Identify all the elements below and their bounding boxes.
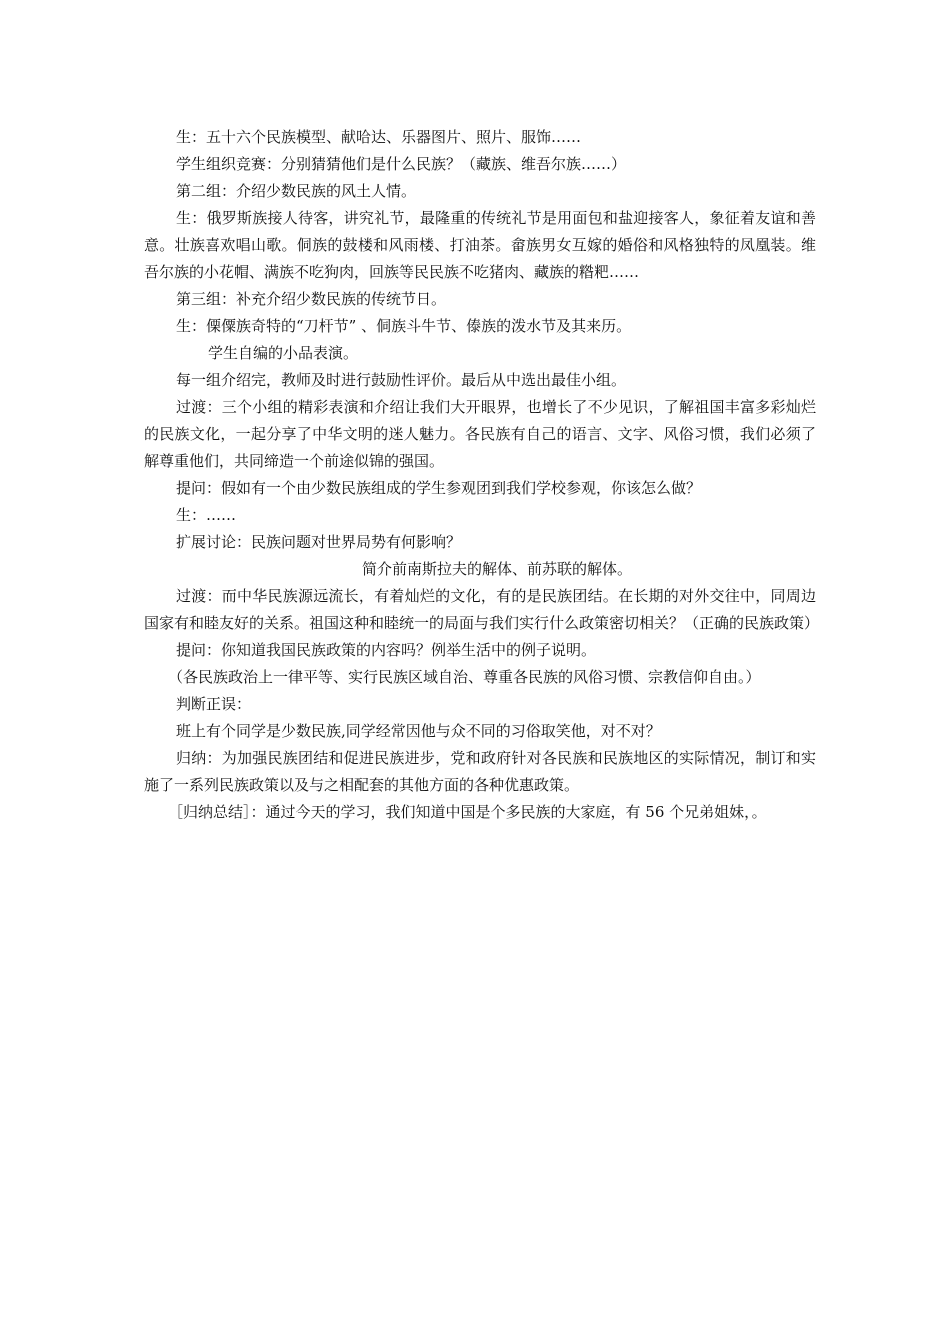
paragraph-extended-discussion: 扩展讨论：民族问题对世界局势有何影响？ — [176, 533, 462, 551]
paragraph-competition: 学生组织竞赛：分别猜猜他们是什么民族？（藏族、维吾尔族……） — [176, 155, 627, 173]
paragraph-question-visit: 提问：假如有一个由少数民族组成的学生参观团到我们学校参观，你该怎么做？ — [176, 479, 702, 497]
paragraph-summary-policy: 归纳：为加强民族团结和促进民族进步，党和政府针对各民族和民族地区的实际情况，制订和实施了一系列民族政策以及与之相配套的其他方面的各种优惠政策。 — [144, 749, 816, 794]
paragraph-customs: 生：俄罗斯族接人待客，讲究礼节，最隆重的传统礼节是用面包和盐迎接客人，象征着友谊和善意。壮族喜欢唱山歌。侗族的鼓楼和风雨楼、打油茶。畲族男女互嫁的婚俗和风格独特的凤凰装。维吾尔族的小花帽、满族不吃狗肉，回族等民民族不吃猪肉、藏族的糌粑…… — [144, 209, 816, 281]
paragraph-student-materials: 生：五十六个民族模型、献哈达、乐器图片、照片、服饰…… — [176, 128, 582, 146]
paragraph-transition-two: 过渡：而中华民族源远流长，有着灿烂的文化，有的是民族团结。在长期的对外交往中，同周边国家有和睦友好的关系。祖国这种和睦统一的局面与我们实行什么政策密切相关？（正确的民族政策） — [144, 587, 820, 632]
paragraph-true-false: 判断正误： — [176, 695, 252, 713]
paragraph-conclusion: ［归纳总结］：通过今天的学习，我们知道中国是个多民族的大家庭，有 56 个兄弟姐妹，。 — [168, 803, 767, 821]
paragraph-group-three: 第三组：补充介绍少数民族的传统节日。 — [176, 290, 447, 308]
paragraph-question-policy: 提问：你知道我国民族政策的内容吗？例举生活中的例子说明。 — [176, 641, 597, 659]
paragraph-skit: 学生自编的小品表演。 — [208, 344, 359, 362]
paragraph-evaluation: 每一组介绍完，教师及时进行鼓励性评价。最后从中选出最佳小组。 — [176, 371, 627, 389]
paragraph-group-two: 第二组：介绍少数民族的风土人情。 — [176, 182, 417, 200]
paragraph-festivals: 生：傈僳族奇特的“刀杆节” 、侗族斗牛节、傣族的泼水节及其来历。 — [176, 317, 632, 335]
paragraph-classmate-case: 班上有个同学是少数民族,同学经常因他与众不同的习俗取笑他，对不对？ — [176, 722, 661, 740]
paragraph-dissolution: 简介前南斯拉夫的解体、前苏联的解体。 — [362, 560, 633, 578]
paragraph-policy-answer: （各民族政治上一律平等、实行民族区域自治、尊重各民族的风俗习惯、宗教信仰自由。） — [168, 668, 761, 686]
document-body — [144, 124, 820, 826]
paragraph-student-answer: 生：…… — [176, 506, 237, 524]
paragraph-transition-one: 过渡：三个小组的精彩表演和介绍让我们大开眼界，也增长了不少见识，了解祖国丰富多彩灿烂的民族文化，一起分享了中华文明的迷人魅力。各民族有自己的语言、文字、风俗习惯，我们必须了解尊重他们，共同缔造一个前途似锦的强国。 — [144, 398, 816, 470]
